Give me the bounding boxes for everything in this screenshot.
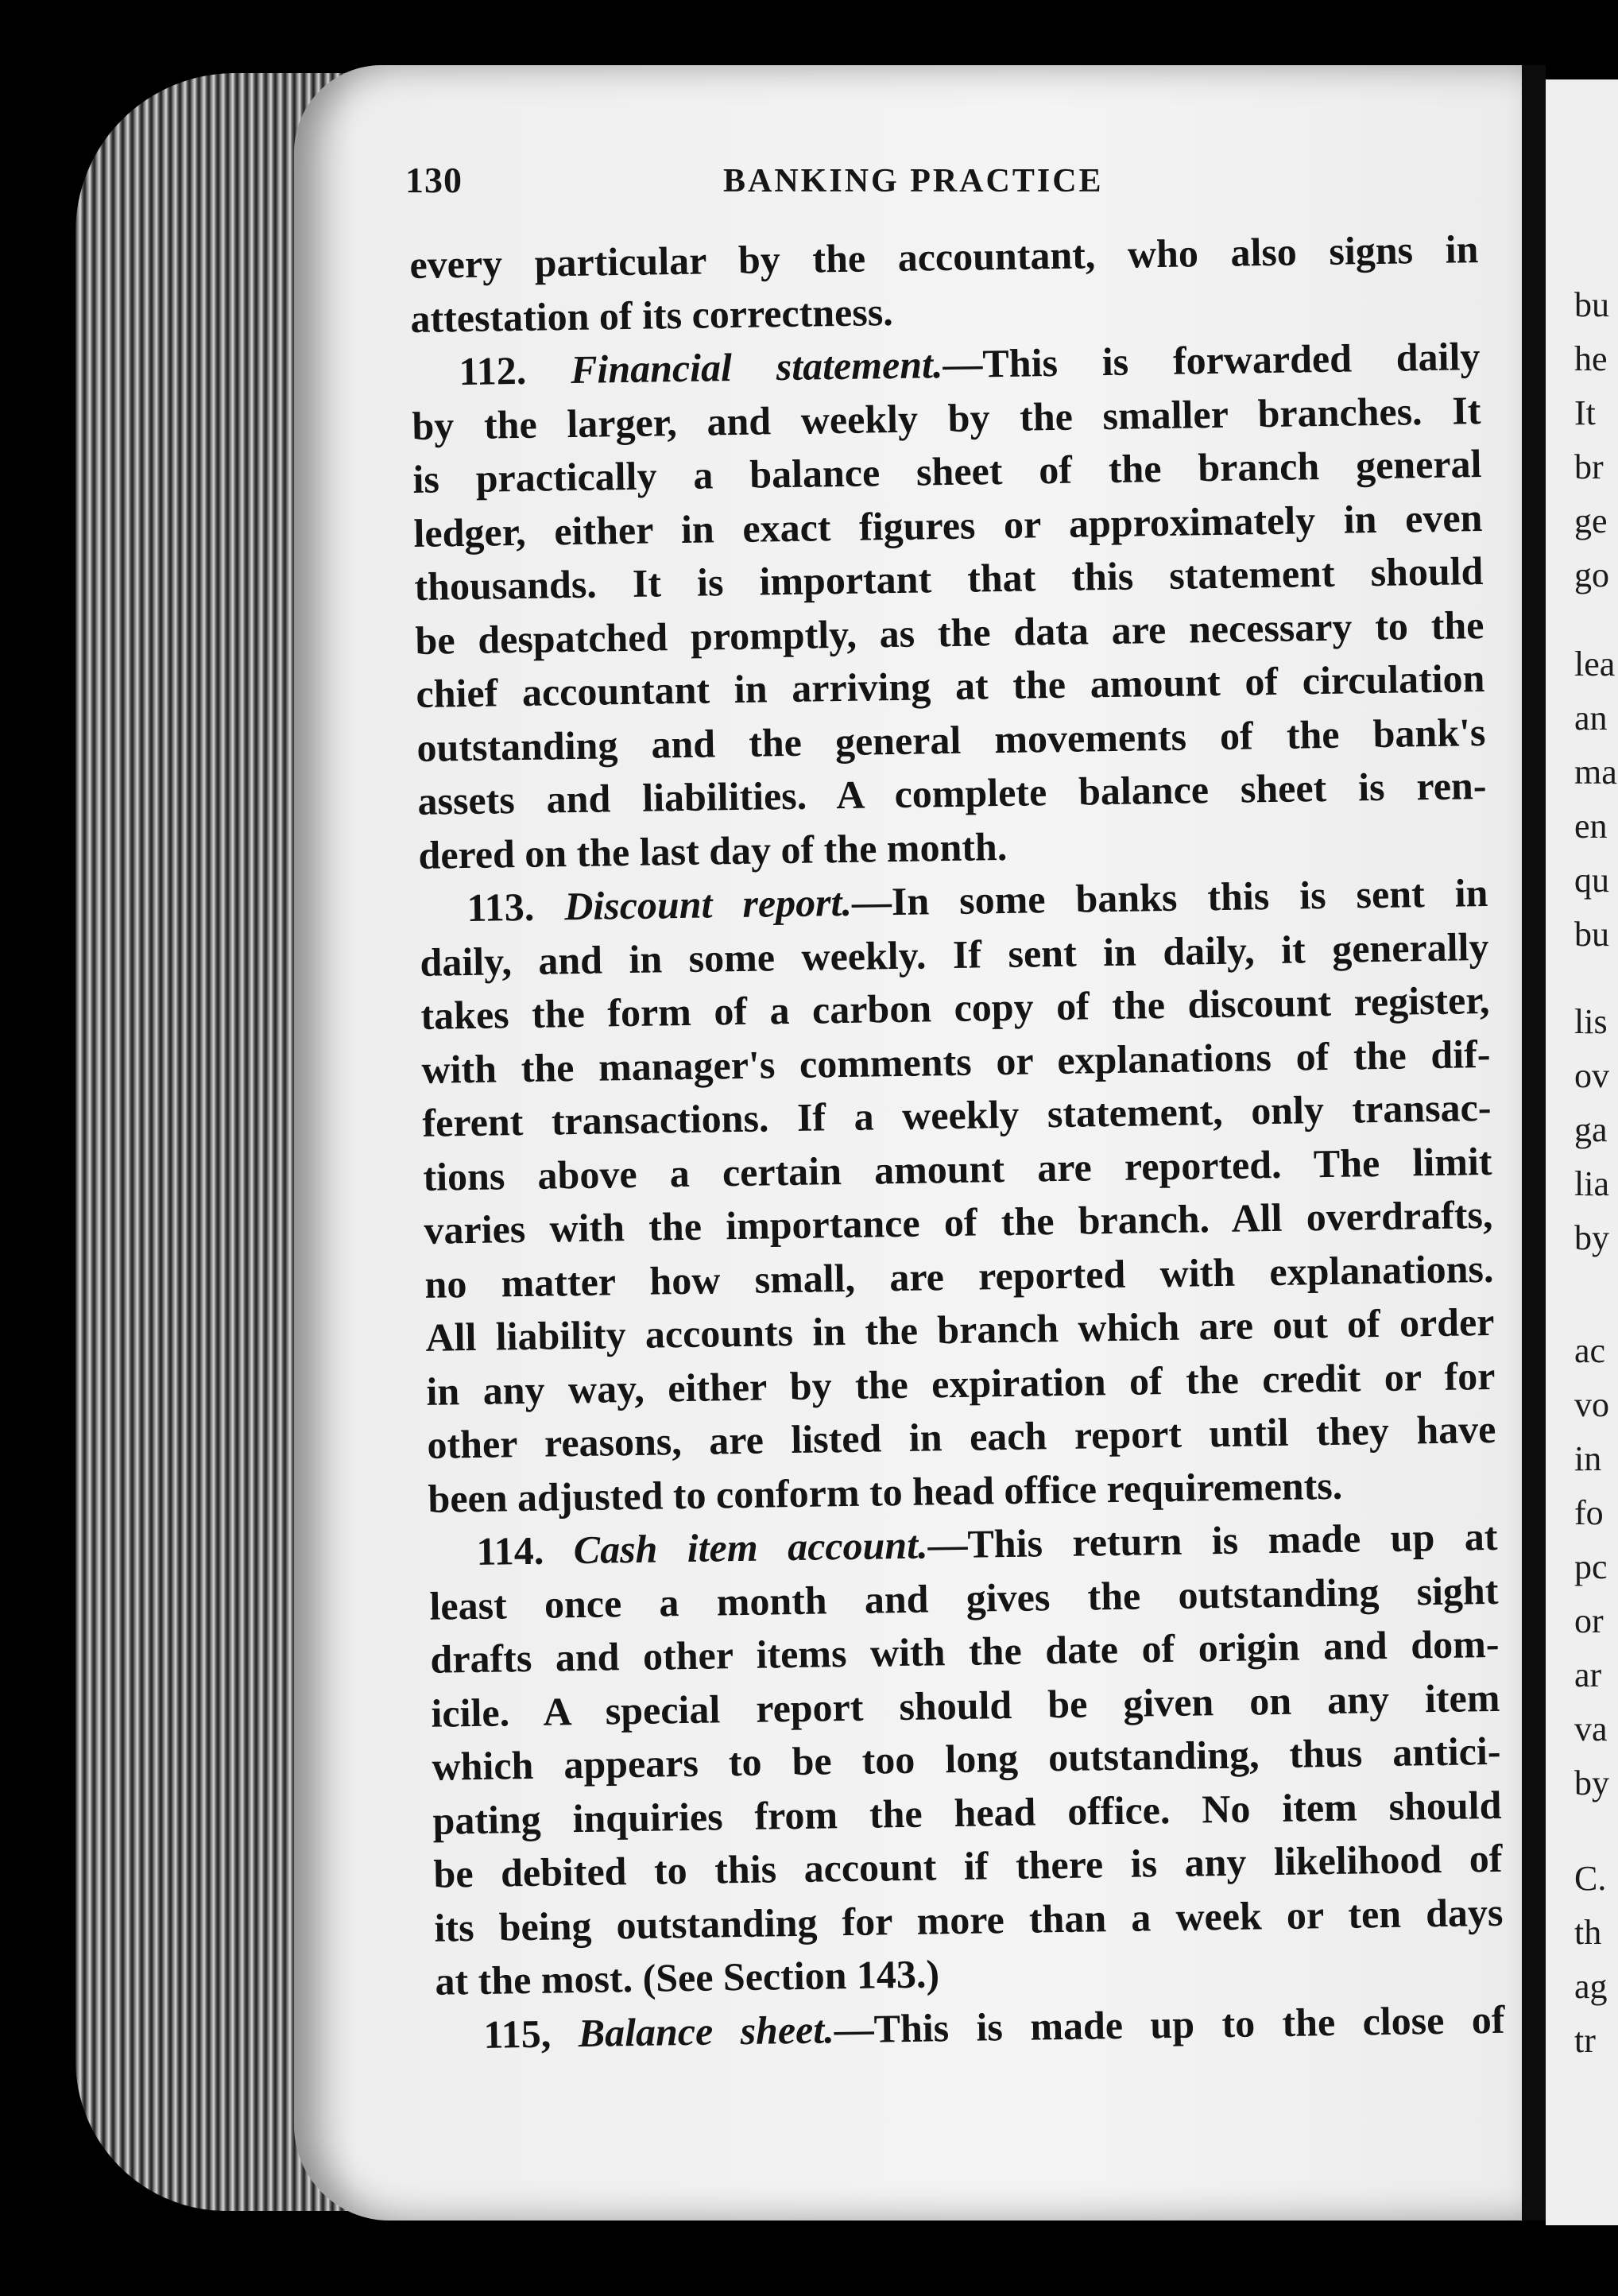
text-line: ledger, either in exact figures or approximately in even (413, 494, 1483, 556)
text-line: ferent transactions. If a weekly statement, only transac- (422, 1084, 1492, 1145)
section-title: Discount report. (563, 879, 853, 929)
text-line: daily, and in some weekly. If sent in daily, it generally (420, 923, 1489, 985)
next-page-fragment: by (1574, 1764, 1609, 1802)
text-line: every particular by the accountant, who also signs in (409, 227, 1479, 287)
text-line: at the most. (See Section 143.) (435, 1951, 940, 2004)
section-lead-text: —This is made up to the close of (834, 1996, 1505, 2051)
text-line: outstanding and the general movements of the bank's (416, 709, 1486, 770)
text-line: All liability accounts in the branch which are out of order (425, 1299, 1495, 1360)
text-line: icile. A special report should be given on any item (431, 1675, 1500, 1736)
next-page-fragment: or (1574, 1601, 1604, 1640)
next-page-fragment: bu (1574, 915, 1609, 954)
text-line: tions above a certain amount are reported. The limit (423, 1138, 1492, 1199)
text-line: other reasons, are listed in each report until they have (427, 1406, 1496, 1467)
text-line: pating inquiries from the head office. No item should (432, 1782, 1502, 1843)
next-page-fragment: he (1574, 339, 1608, 378)
text-line: attestation of its correctness. (410, 288, 894, 341)
section-number: 114. (476, 1527, 544, 1574)
next-page-fragment: lia (1574, 1164, 1609, 1203)
text-line: by the larger, and weekly by the smaller branches. It (412, 387, 1481, 448)
section-lead-text: —This return is made up at (927, 1513, 1498, 1567)
next-page-fragment: ga (1574, 1110, 1608, 1149)
next-page-fragment: lis (1574, 1002, 1608, 1041)
section-title: Cash item account. (573, 1522, 928, 1573)
next-page-fragment: vo (1574, 1385, 1609, 1424)
next-page-fragment: en (1574, 807, 1608, 846)
next-page-fragment: br (1574, 447, 1604, 486)
section-title: Financial statement. (570, 342, 943, 393)
next-page-fragment: qu (1574, 861, 1609, 900)
text-line: chief accountant in arriving at the amount of circulation (416, 655, 1485, 716)
next-page-fragment: bu (1574, 285, 1609, 324)
section-number: 113. (466, 884, 535, 931)
text-line: in any way, either by the expiration of the credit or for (426, 1353, 1496, 1414)
next-page-fragment: th (1574, 1913, 1602, 1952)
section-lead-text: —In some banks this is sent in (851, 869, 1488, 924)
next-page-fragment: pc (1574, 1547, 1608, 1586)
page-number: 130 (405, 160, 463, 200)
next-page-fragment: ac (1574, 1331, 1606, 1370)
text-line: assets and liabilities. A complete balance sheet is ren- (417, 762, 1487, 823)
next-page-fragment: ov (1574, 1056, 1609, 1095)
next-page-fragment: ar (1574, 1655, 1602, 1694)
section-title: Balance sheet. (578, 2006, 835, 2055)
next-page-fragment: in (1574, 1439, 1602, 1478)
text-line: no matter how small, are reported with explanations. (424, 1245, 1494, 1307)
next-page-fragment: va (1574, 1709, 1608, 1748)
text-line: takes the form of a carbon copy of the discount register, (420, 977, 1490, 1038)
text-line: be despatched promptly, as the data are necessary to the (415, 602, 1484, 663)
text-line: thousands. It is important that this statement should (414, 548, 1484, 609)
next-page-fragment: tr (1574, 2021, 1596, 2060)
text-line: be debited to this account if there is any likelihood of (433, 1835, 1503, 1896)
text-line: varies with the importance of the branch. All overdrafts, (424, 1191, 1493, 1253)
next-page-fragment: ag (1574, 1967, 1608, 2006)
text-line: is practically a balance sheet of the branch general (412, 441, 1482, 501)
text-line: its being outstanding for more than a week or ten days (434, 1889, 1504, 1950)
next-page-fragment: lea (1574, 645, 1616, 683)
next-page-fragment: ge (1574, 501, 1608, 540)
next-page-fragment: C. (1574, 1859, 1607, 1898)
page-header (405, 159, 1200, 207)
text-line: with the manager's comments or explanations of the dif- (421, 1031, 1491, 1092)
section-number: 115, (483, 2011, 552, 2057)
next-page-fragment: It (1574, 393, 1596, 432)
text-line: which appears to be too long outstanding, thus antici- (432, 1728, 1501, 1789)
next-page-fragment: ma (1574, 753, 1617, 792)
book-gutter (1522, 65, 1546, 2220)
body-text (409, 223, 1505, 2062)
text-line: drafts and other items with the date of origin and dom- (430, 1620, 1500, 1682)
running-head: BANKING PRACTICE (723, 163, 1104, 199)
next-page-fragment: fo (1574, 1493, 1604, 1532)
text-line: least once a month and gives the outstanding sight (429, 1567, 1499, 1628)
text-line: dered on the last day of the month. (418, 823, 1008, 877)
section-number: 112. (459, 347, 527, 394)
text-line: been adjusted to conform to head office requirements. (428, 1462, 1343, 1521)
next-page-fragment: by (1574, 1218, 1609, 1257)
next-page-fragment: an (1574, 699, 1608, 738)
section-lead-text: —This is forwarded daily (943, 334, 1481, 387)
next-page-fragment: go (1574, 556, 1609, 594)
next-page-edge (1546, 79, 1618, 2225)
